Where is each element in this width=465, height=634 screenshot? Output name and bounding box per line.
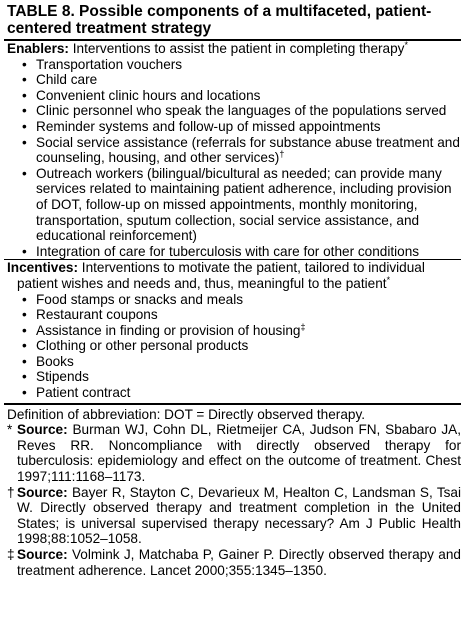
list-item (22, 307, 461, 323)
bullet-icon: • (22, 103, 27, 119)
incentives-list (4, 292, 461, 401)
enablers-list (4, 57, 461, 260)
bullet-icon: • (22, 72, 27, 88)
list-item-text: Child care (36, 72, 98, 88)
bullet-icon: • (22, 385, 27, 401)
list-item-text: Transportation vouchers (36, 56, 183, 72)
list-item-text: Restaurant coupons (36, 307, 158, 323)
enablers-footnote-mark: * (404, 40, 408, 50)
bullet-icon: • (22, 165, 27, 181)
list-item (22, 88, 461, 104)
enablers-heading (4, 41, 461, 57)
enablers-section (4, 41, 461, 259)
bullet-icon: • (22, 369, 27, 385)
incentives-section (4, 260, 461, 400)
enablers-label: Enablers: (7, 41, 69, 56)
list-item-text: Food stamps or snacks and meals (36, 291, 244, 307)
list-item-text: Books (36, 353, 74, 369)
table-footnotes (4, 405, 461, 579)
list-item-text: Integration of care for tuberculosis with care for other conditions (36, 243, 420, 259)
footnote-text: Volmink J, Matchaba P, Gainer P. Directly observed therapy and treatment adherence. Lancet 2000;355:1345–1350. (17, 547, 461, 578)
list-item (22, 166, 461, 244)
table-title-line-1: TABLE 8. Possible components of a multifaceted, patient- (7, 3, 432, 20)
list-item-text: Clothing or other personal products (36, 338, 249, 354)
bullet-icon: • (22, 134, 27, 150)
footnote-source-label: Source: (17, 484, 68, 500)
list-item (22, 292, 461, 308)
footnote-text: Burman WJ, Cohn DL, Rietmeijer CA, Judson FN, Sbabaro JA, Reves RR. Noncompliance with directly observed therapy for tuberculosis: epidemiology and effect on the outcome of treatment. Chest 1997;111:1168–1173. (17, 422, 461, 485)
footnote-symbol: ‡ (7, 547, 15, 562)
bullet-icon: • (22, 338, 27, 354)
list-item (22, 72, 461, 88)
footnote-source-label: Source: (17, 547, 68, 562)
footnote-mark: ‡ (300, 321, 306, 332)
bullet-icon: • (22, 87, 27, 103)
footnote (4, 547, 461, 578)
list-item-text: Social service assistance (referrals for substance abuse treatment and counseling, housing, and other services) (36, 134, 460, 166)
footnote-source-label: Source: (17, 422, 68, 438)
footnote-symbol: † (7, 484, 15, 500)
bullet-icon: • (22, 307, 27, 323)
bullet-icon: • (22, 353, 27, 369)
footnote (4, 422, 461, 484)
footnote-text: Bayer R, Stayton C, Devarieux M, Healton C, Landsman S, Tsai W. Directly observed therapy and treatment completion in the United States; is universal supervised therapy necessary? Am J Public Health 1998;88:1052–1058. (17, 484, 461, 547)
list-item-text: Assistance in finding or provision of housing (36, 322, 301, 338)
table-title (4, 0, 461, 37)
table-title-line-2: centered treatment strategy (7, 20, 212, 37)
enablers-description: Interventions to assist the patient in completing therapy (72, 41, 405, 56)
bullet-icon: • (22, 118, 27, 134)
list-item-text: Patient contract (36, 385, 131, 401)
incentives-label: Incentives: (7, 260, 79, 276)
list-item-text: Outreach workers (bilingual/bicultural as needed; can provide many services related to maintaining patient adherence, including provision of DOT, follow-up on missed appointments, monthly monitoring, transportation, sputum collection, social service assistance, and educational reinforcement) (36, 165, 452, 244)
incentives-footnote-mark: * (386, 274, 391, 285)
bullet-icon: • (22, 291, 27, 307)
list-item (22, 135, 461, 166)
list-item (22, 57, 461, 73)
bullet-icon: • (22, 322, 27, 338)
list-item (22, 369, 461, 385)
list-item (22, 338, 461, 354)
list-item (22, 385, 461, 401)
footnote-symbol: * (7, 422, 13, 438)
footnote (4, 485, 461, 547)
list-item-text: Clinic personnel who speak the languages of the populations served (36, 103, 447, 119)
list-item (22, 354, 461, 370)
list-item-text: Reminder systems and follow-up of missed appointments (36, 118, 381, 134)
list-item (22, 103, 461, 119)
list-item-text: Stipends (36, 369, 89, 385)
list-item (22, 323, 461, 339)
incentives-heading (4, 260, 461, 291)
abbreviation-note: Definition of abbreviation: DOT = Directly observed therapy. (7, 406, 366, 422)
list-item (22, 244, 461, 260)
list-item (22, 119, 461, 135)
bullet-icon: • (22, 243, 27, 259)
footnote-mark: † (279, 149, 285, 160)
list-item-text: Convenient clinic hours and locations (36, 87, 261, 103)
incentives-description: Interventions to motivate the patient, tailored to individual patient wishes and needs and, thus, meaningful to the patient (17, 260, 425, 291)
bullet-icon: • (22, 56, 27, 72)
